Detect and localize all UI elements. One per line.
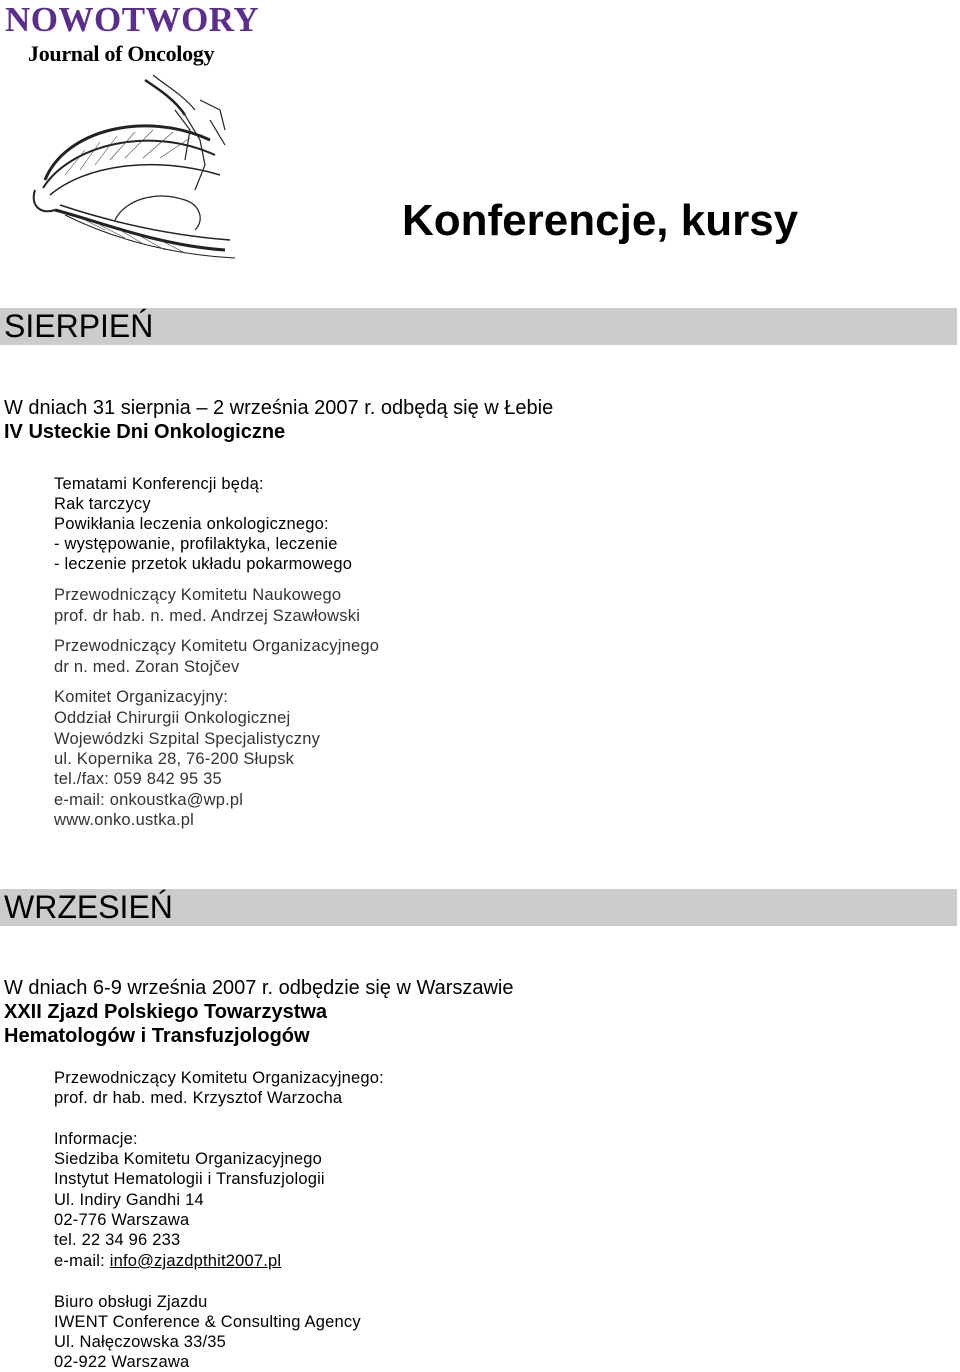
page-title: Konferencje, kursy bbox=[402, 196, 799, 245]
event-name-line-2: Hematologów i Transfuzjologów bbox=[4, 1025, 310, 1047]
bureau-heading: Biuro obsługi Zjazdu bbox=[54, 1293, 208, 1311]
committee-address: ul. Kopernika 28, 76-200 Słupsk bbox=[54, 750, 295, 768]
topic-item: - leczenie przetok układu pokarmowego bbox=[54, 555, 353, 573]
info-email bbox=[54, 1251, 281, 1271]
bureau-line: IWENT Conference & Consulting Agency bbox=[54, 1313, 361, 1331]
topic-item: Rak tarczycy bbox=[54, 495, 151, 513]
bureau-city: 02-922 Warszawa bbox=[54, 1353, 190, 1371]
event-intro: W dniach 6-9 września 2007 r. odbędzie się w Warszawie bbox=[4, 977, 514, 999]
committee-email: e-mail: onkoustka@wp.pl bbox=[54, 791, 244, 809]
info-address: Ul. Indiry Gandhi 14 bbox=[54, 1191, 204, 1209]
committee-website: www.onko.ustka.pl bbox=[54, 811, 195, 829]
committee-phone: tel./fax: 059 842 95 35 bbox=[54, 770, 222, 788]
info-city: 02-776 Warszawa bbox=[54, 1211, 190, 1229]
month-header-september bbox=[0, 889, 957, 926]
topics-heading: Tematami Konferencji będą: bbox=[54, 475, 264, 493]
org-chair-name: dr n. med. Zoran Stojčev bbox=[54, 658, 240, 676]
org-chair-label: Przewodniczący Komitetu Organizacyjnego bbox=[54, 637, 380, 655]
info-phone: tel. 22 34 96 233 bbox=[54, 1231, 181, 1249]
org-chair-name: prof. dr hab. med. Krzysztof Warzocha bbox=[54, 1089, 343, 1107]
crab-engraving-icon bbox=[25, 70, 240, 260]
bureau-address: Ul. Nałęczowska 33/35 bbox=[54, 1333, 227, 1351]
email-label: e-mail: bbox=[54, 1252, 110, 1270]
month-header-august bbox=[0, 308, 957, 345]
email-link[interactable]: info@zjazdpthit2007.pl bbox=[109, 1252, 282, 1270]
science-chair-label: Przewodniczący Komitetu Naukowego bbox=[54, 586, 342, 604]
topic-item: - występowanie, profilaktyka, leczenie bbox=[54, 535, 338, 553]
committee-heading: Komitet Organizacyjny: bbox=[54, 688, 229, 706]
topic-item: Powikłania leczenia onkologicznego: bbox=[54, 515, 329, 533]
month-label: SIERPIEŃ bbox=[4, 308, 154, 344]
info-heading: Informacje: bbox=[54, 1130, 138, 1148]
committee-line: Wojewódzki Szpital Specjalistyczny bbox=[54, 730, 321, 748]
science-chair-name: prof. dr hab. n. med. Andrzej Szawłowski bbox=[54, 607, 361, 625]
event-name: IV Usteckie Dni Onkologiczne bbox=[4, 421, 286, 443]
journal-logo-title: NOWOTWORY bbox=[5, 0, 260, 39]
event-intro: W dniach 31 sierpnia – 2 września 2007 r. odbędą się w Łebie bbox=[4, 397, 554, 419]
journal-logo-subtitle: Journal of Oncology bbox=[28, 41, 215, 66]
month-label: WRZESIEŃ bbox=[4, 889, 173, 925]
info-line: Instytut Hematologii i Transfuzjologii bbox=[54, 1170, 325, 1188]
committee-line: Oddział Chirurgii Onkologicznej bbox=[54, 709, 291, 727]
org-chair-label: Przewodniczący Komitetu Organizacyjnego: bbox=[54, 1069, 384, 1087]
info-line: Siedziba Komitetu Organizacyjnego bbox=[54, 1150, 322, 1168]
event-name-line-1: XXII Zjazd Polskiego Towarzystwa bbox=[4, 1001, 328, 1023]
